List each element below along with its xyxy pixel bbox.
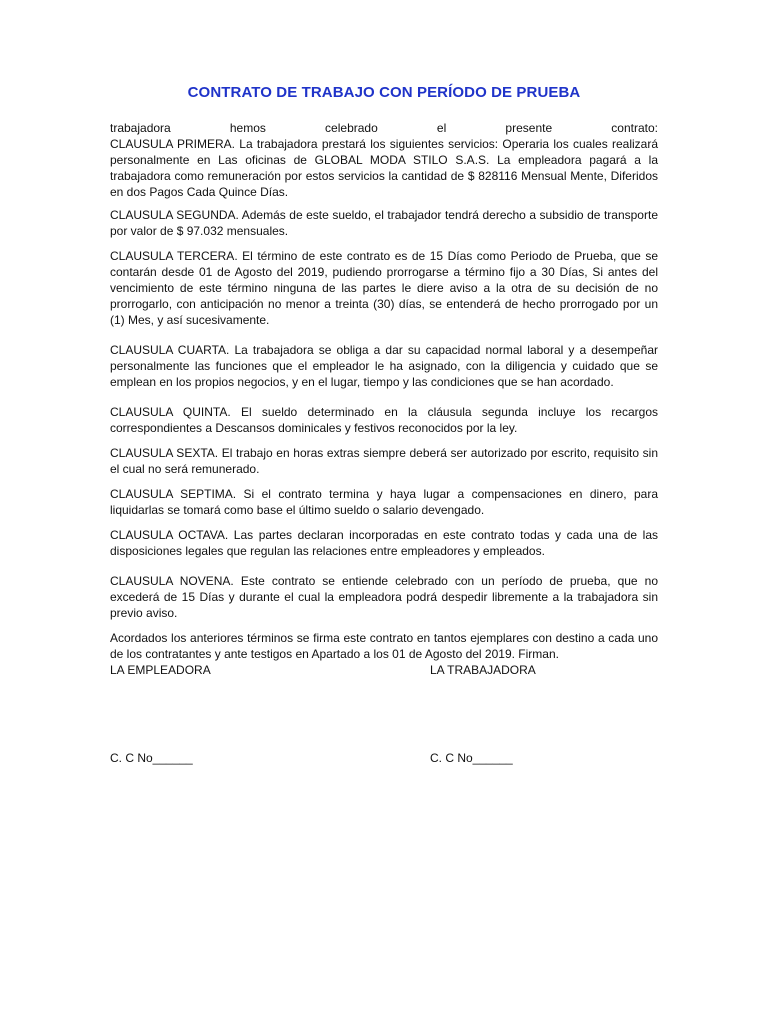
worker-id-field: C. C No______ <box>430 751 513 765</box>
clause-tercera: CLAUSULA TERCERA. El término de este contrato es de 15 Días como Periodo de Prueba, que se contarán desde 01 de Agosto del 2019, pudiendo prorrogarse a término fijo a 30 Días, Si antes del vencimiento de este término ninguna de las partes le diere aviso a la otra de su decisión de no prorrogarlo, con anticipación no menor a treinta (30) días, se entenderá de hecho prorrogado por un (1) Mes, y así sucesivamente. <box>110 249 658 327</box>
worker-signature-label: LA TRABAJADORA <box>430 663 536 677</box>
clause-cuarta: CLAUSULA CUARTA. La trabajadora se obliga a dar su capacidad normal laboral y a desempeñar personalmente las funciones que el empleador le ha asignado, con la diligencia y cuidado que se emplean en los propios negocios, y en el lugar, tiempo y las condiciones que se han acordado. <box>110 343 658 389</box>
intro-line: trabajadora hemos celebrado el presente contrato: <box>110 121 658 135</box>
document-title: CONTRATO DE TRABAJO CON PERÍODO DE PRUEBA <box>187 84 581 101</box>
clause-septima: CLAUSULA SEPTIMA. Si el contrato termina y haya lugar a compensaciones en dinero, para liquidarlas se tomará como base el último sueldo o salario devengado. <box>110 487 658 517</box>
clause-octava: CLAUSULA OCTAVA. Las partes declaran incorporadas en este contrato todas y cada una de las disposiciones legales que regulan las relaciones entre empleadores y empleados. <box>110 528 658 558</box>
contract-body <box>110 120 658 662</box>
employer-id-field: C. C No______ <box>110 751 193 765</box>
clause-segunda: CLAUSULA SEGUNDA. Además de este sueldo, el trabajador tendrá derecho a subsidio de transporte por valor de $ 97.032 mensuales. <box>110 208 658 238</box>
clause-text: CLAUSULA PRIMERA. La trabajadora prestará los siguientes servicios: Operaria los cuales realizará personalmente en Las oficinas de GLOBAL MODA STILO S.A.S. La empleadora pagará a la trabajadora como remuneración por estos servicios la cantidad de $ 828116 Mensual Mente, Diferidos en dos Pagos Cada Quince Días. <box>110 137 658 199</box>
clause-novena: CLAUSULA NOVENA. Este contrato se entiende celebrado con un período de prueba, que no excederá de 15 Días y durante el cual la empleadora podrá despedir libremente a la trabajadora sin previo aviso. <box>110 574 658 620</box>
clause-primera <box>110 120 658 200</box>
employer-signature-label: LA EMPLEADORA <box>110 663 211 677</box>
closing-paragraph: Acordados los anteriores términos se firma este contrato en tantos ejemplares con destino a cada uno de los contratantes y ante testigos en Apartado a los 01 de Agosto del 2019. Firman. <box>110 631 658 661</box>
clause-sexta: CLAUSULA SEXTA. El trabajo en horas extras siempre deberá ser autorizado por escrito, requisito sin el cual no será remunerado. <box>110 446 658 476</box>
clause-quinta: CLAUSULA QUINTA. El sueldo determinado en la cláusula segunda incluye los recargos correspondientes a Descansos dominicales y festivos reconocidos por la ley. <box>110 405 658 435</box>
